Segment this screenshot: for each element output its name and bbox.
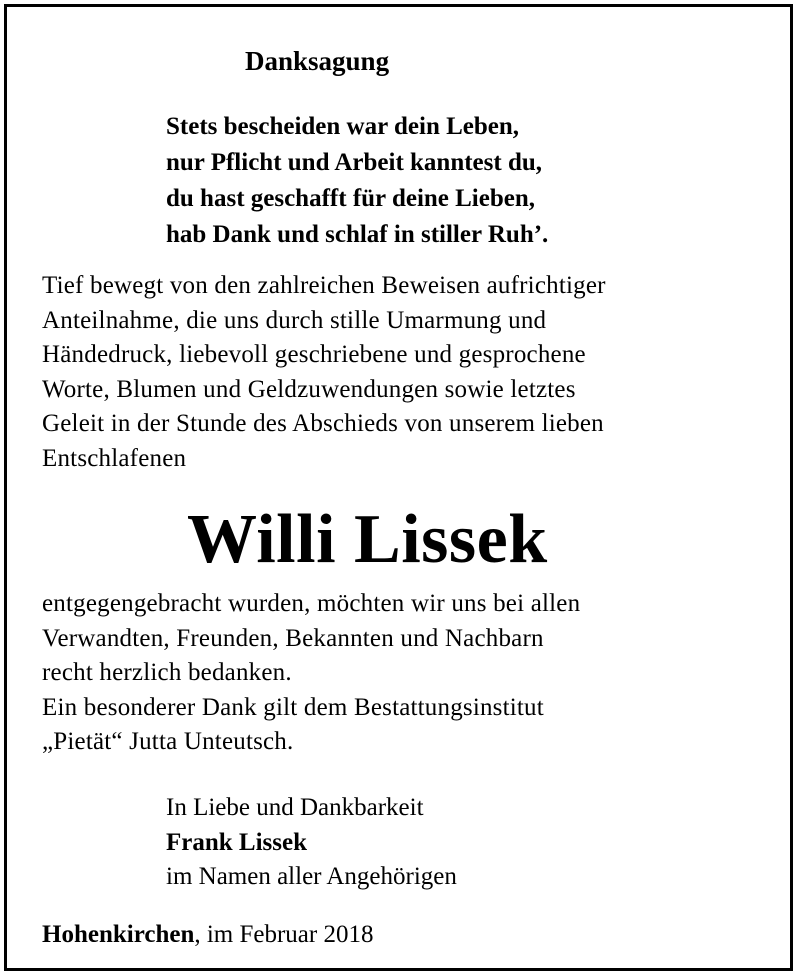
place-name: Hohenkirchen [42, 921, 195, 948]
place-and-date [42, 918, 373, 952]
signature-greeting: In Liebe und Dankbarkeit [166, 794, 424, 821]
signature-on-behalf: im Namen aller Angehörigen [166, 863, 457, 891]
notice-heading: Danksagung [245, 46, 390, 76]
date-text: , im Februar 2018 [194, 921, 374, 948]
closing-line: entgegengebracht wurden, möchten wir uns bei allen [42, 590, 581, 617]
closing-paragraph [42, 587, 580, 760]
poem-line: Stets bescheiden war dein Leben, [166, 113, 520, 140]
poem-line: nur Pflicht und Arbeit kanntest du, [166, 149, 543, 176]
deceased-name: Willi Lissek [187, 501, 548, 578]
memorial-poem [166, 109, 548, 253]
poem-line: hab Dank und schlaf in stiller Ruh’. [166, 221, 549, 248]
closing-line: Verwandten, Freunden, Bekannten und Nachbarn [42, 624, 544, 652]
intro-line: Worte, Blumen und Geldzuwendungen sowie letztes [42, 375, 576, 403]
intro-line: Entschlafenen [42, 444, 187, 472]
poem-line: du hast geschafft für deine Lieben, [166, 185, 536, 212]
closing-line: Ein besonderer Dank gilt dem Bestattungsinstitut [42, 693, 544, 721]
intro-line: Händedruck, liebevoll geschriebene und gesprochene [42, 341, 586, 369]
signature-block [166, 791, 457, 895]
closing-line: recht herzlich bedanken. [42, 659, 292, 687]
intro-line: Tief bewegt von den zahlreichen Beweisen aufrichtiger [42, 272, 606, 299]
closing-line: „Pietät“ Jutta Unteutsch. [42, 728, 294, 756]
intro-line: Anteilnahme, die uns durch stille Umarmung und [42, 306, 547, 334]
notice-frame [4, 4, 793, 971]
intro-paragraph [42, 269, 606, 477]
intro-line: Geleit in der Stunde des Abschieds von unserem lieben [42, 410, 604, 438]
signer-name: Frank Lissek [166, 828, 308, 856]
